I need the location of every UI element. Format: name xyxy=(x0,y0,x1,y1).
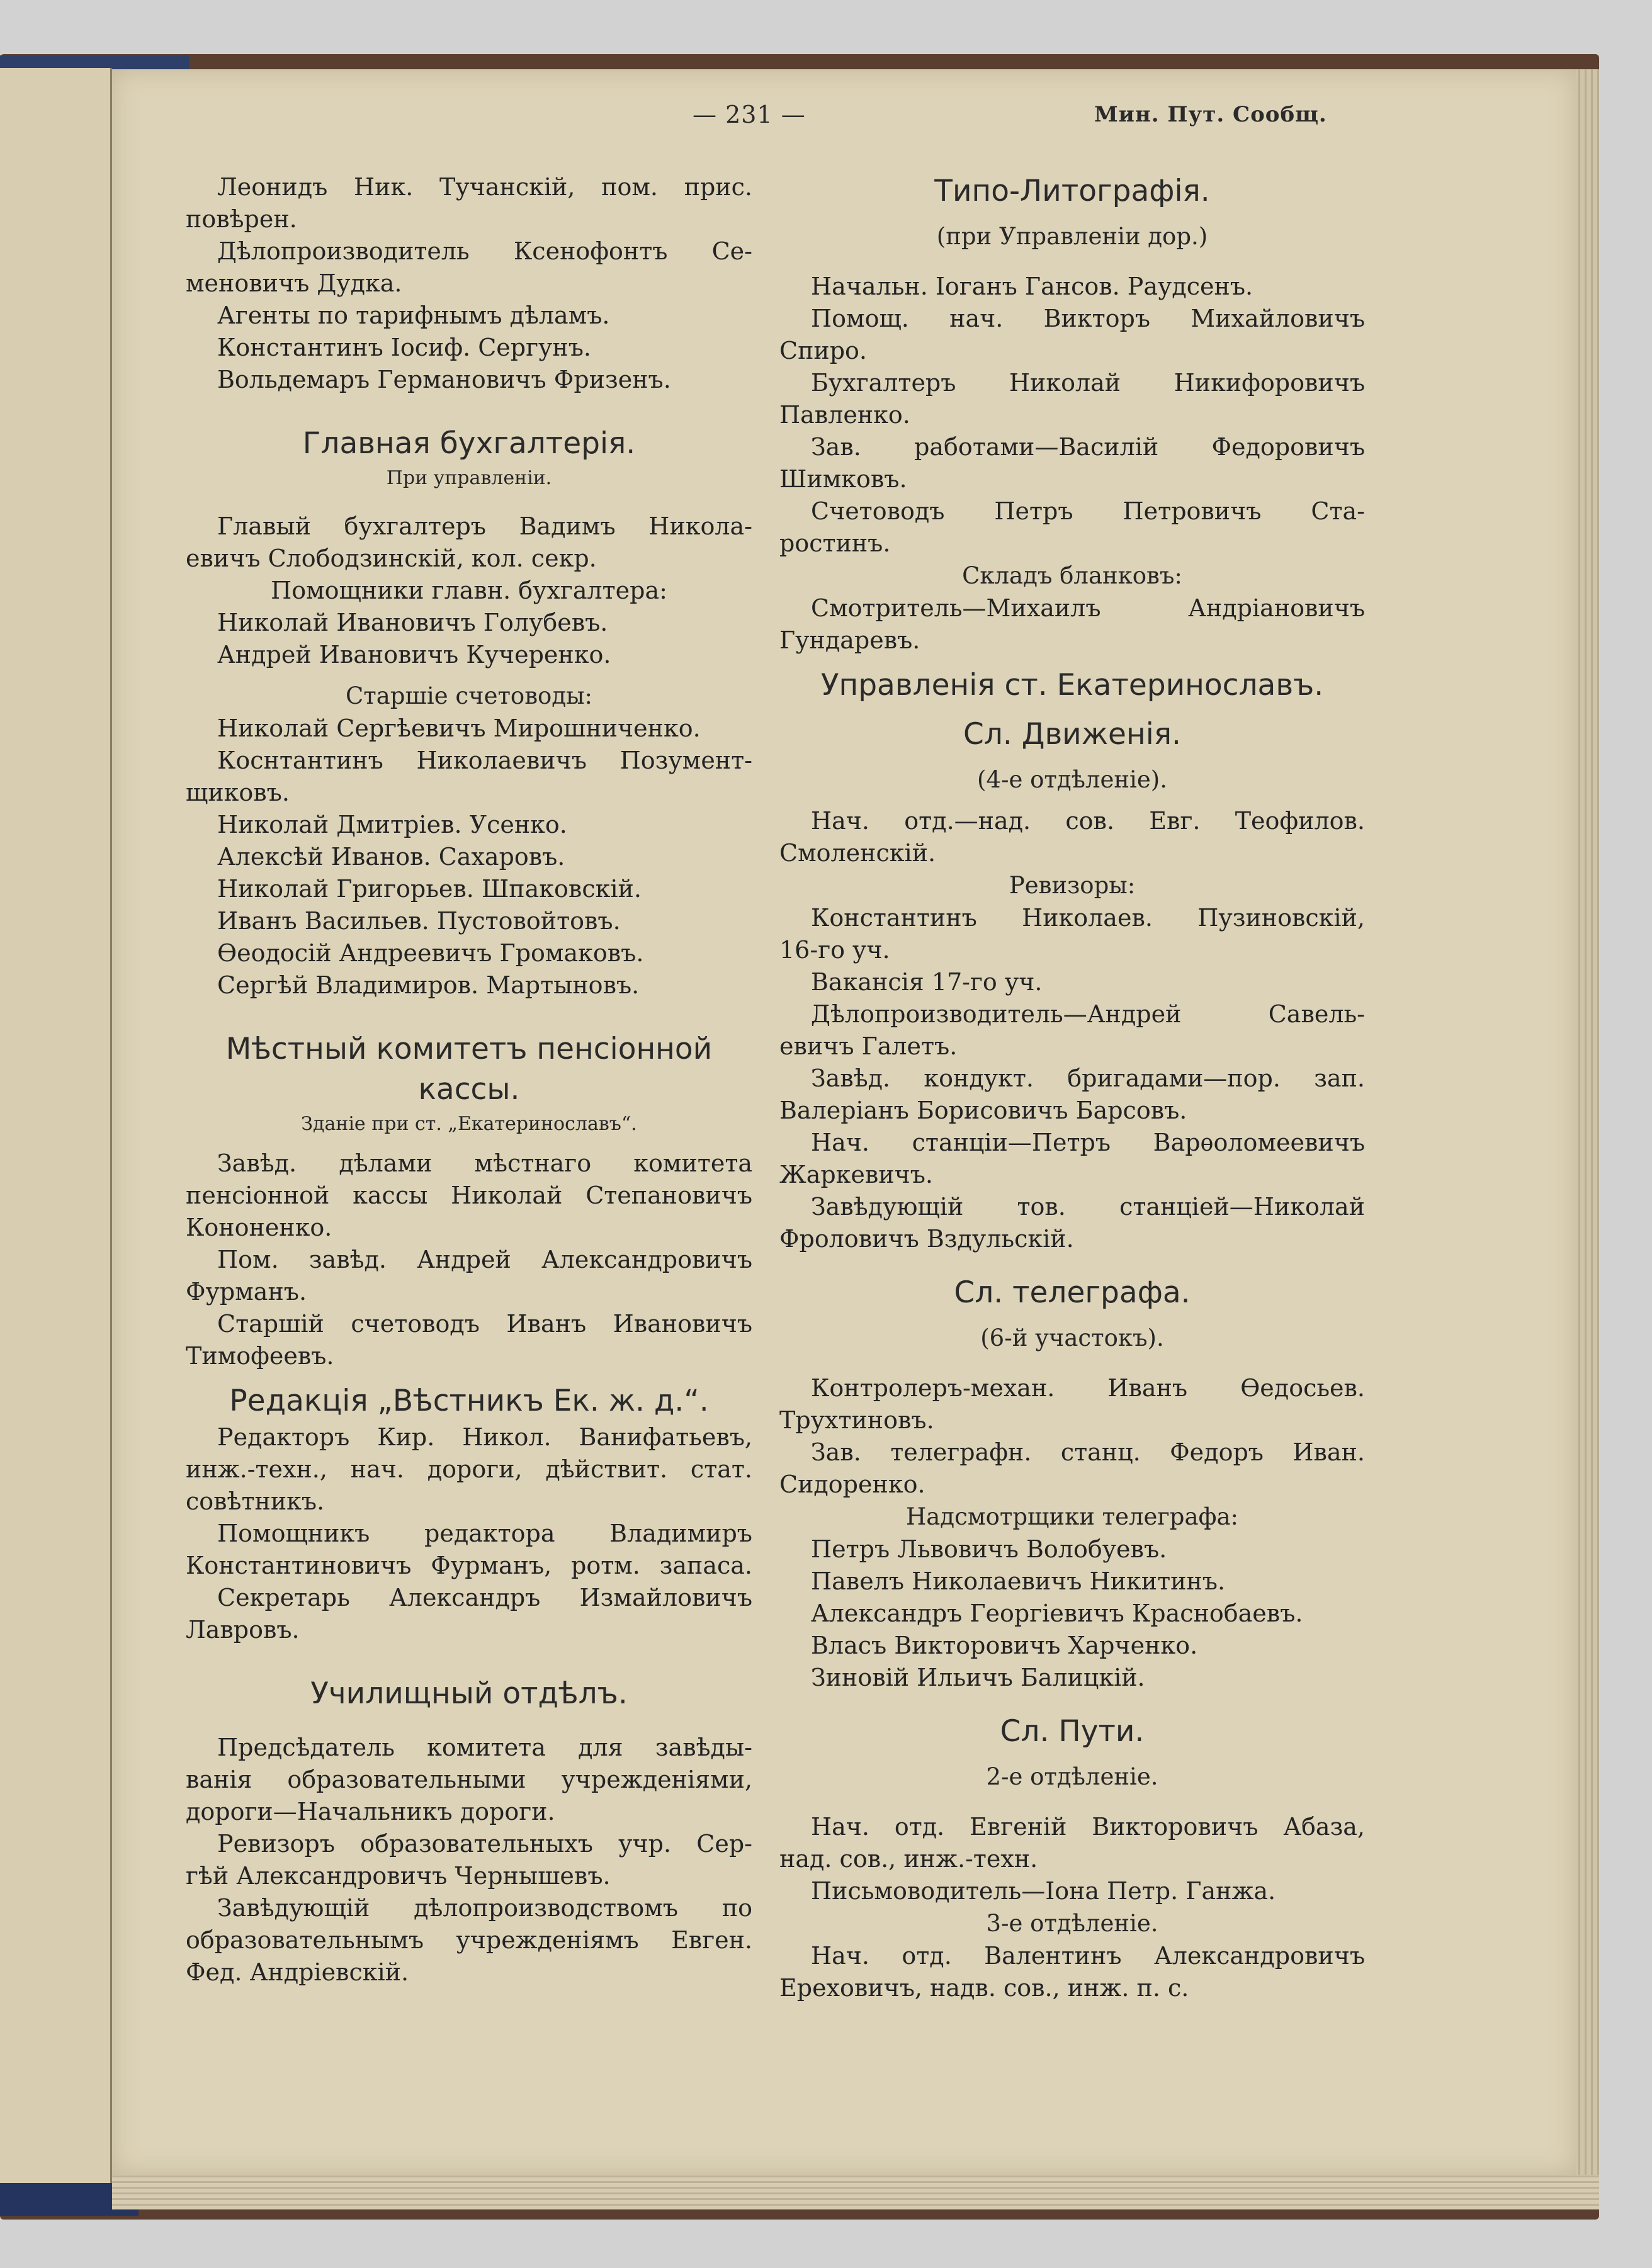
text-line: Секретарь Александръ Измайловичъ xyxy=(217,1584,752,1611)
text-line: Пом. завѣд. Андрей Александровичъ xyxy=(217,1246,752,1273)
text-line: Завѣдующій дѣлопроизводствомъ по xyxy=(217,1894,752,1922)
text-line: Завѣд. дѣлами мѣстнаго комитета xyxy=(217,1149,752,1177)
text-line: Помощникъ редактора Владимиръ xyxy=(217,1520,752,1547)
text-line: Нач. отд. Евгеній Викторовичъ Абаза, xyxy=(811,1813,1365,1841)
section-subheading: Надсмотрщики телеграфа: xyxy=(905,1503,1239,1530)
page-stack-bottom xyxy=(112,2175,1599,2209)
text-line: Лавровъ. xyxy=(186,1616,300,1644)
text-line: Николай Сергѣевичъ Мирошниченко. xyxy=(217,714,701,742)
text-line: Контролеръ-механ. Иванъ Ѳедосьев. xyxy=(811,1374,1365,1402)
section-heading-accounting: Главная бухгалтерія. xyxy=(302,426,636,461)
text-line: над. сов., инж.-техн. xyxy=(779,1845,1038,1873)
text-line: ростинъ. xyxy=(779,529,891,557)
text-line: Счетоводъ Петръ Петровичъ Ста- xyxy=(811,497,1365,525)
section-heading-school: Училищный отдѣлъ. xyxy=(310,1676,628,1711)
text-line: Сидоренко. xyxy=(779,1470,925,1498)
text-line: повѣрен. xyxy=(186,205,297,233)
text-line: Завѣдующій тов. станціей—Николай xyxy=(811,1193,1365,1221)
text-line: Власъ Викторовичъ Харченко. xyxy=(811,1632,1198,1659)
text-line: Тимофеевъ. xyxy=(186,1342,334,1370)
text-line: Начальн. Іоганъ Гансов. Раудсенъ. xyxy=(811,273,1253,300)
text-line: Иванъ Васильев. Пустовойтовъ. xyxy=(217,907,621,935)
section-heading-pension: Мѣстный комитетъ пенсіонной xyxy=(225,1032,713,1066)
left-column xyxy=(186,171,752,1989)
text-line: образовательнымъ учрежденіямъ Евген. xyxy=(186,1926,752,1954)
section-subheading: Ревизоры: xyxy=(1009,872,1136,899)
text-line: евичъ Галетъ. xyxy=(779,1032,958,1060)
section-subheading: (4-е отдѣленіе). xyxy=(977,766,1167,793)
text-line: меновичъ Дудка. xyxy=(186,269,402,297)
text-line: Жаркевичъ. xyxy=(779,1161,934,1188)
section-subheading: Старшіе счетоводы: xyxy=(345,682,593,709)
page-number: — 231 — xyxy=(693,101,806,128)
text-line: 16-го уч. xyxy=(779,936,890,964)
section-heading-telegraph: Сл. телеграфа. xyxy=(954,1275,1191,1310)
text-line: Коснтантинъ Николаевичъ Позумент- xyxy=(217,747,752,774)
text-line: Вакансія 17-го уч. xyxy=(811,968,1043,996)
text-line: совѣтникъ. xyxy=(186,1487,325,1515)
text-line: Павленко. xyxy=(779,401,910,429)
text-line: Бухгалтеръ Николай Никифоровичъ xyxy=(811,369,1365,397)
text-line: Помощники главн. бухгалтера: xyxy=(271,577,667,604)
text-line: Дѣлопроизводитель Ксенофонтъ Се- xyxy=(217,237,752,265)
text-line: Валеріанъ Борисовичъ Барсовъ. xyxy=(779,1097,1187,1124)
text-line: Фроловичъ Вздульскій. xyxy=(779,1225,1074,1253)
text-line: Завѣд. кондукт. бригадами—пор. зап. xyxy=(811,1064,1365,1092)
text-line: Алексѣй Иванов. Сахаровъ. xyxy=(217,843,565,871)
text-line: Николай Григорьев. Шпаковскій. xyxy=(217,875,642,903)
text-line: Сергѣй Владимиров. Мартыновъ. xyxy=(217,971,640,999)
section-subheading: Зданіе при ст. „Екатеринославъ“. xyxy=(301,1113,637,1135)
text-line: Павелъ Николаевичъ Никитинъ. xyxy=(811,1567,1226,1595)
text-line: Константинъ Іосиф. Сергунъ. xyxy=(217,334,591,361)
text-line: Константинъ Николаев. Пузиновскій, xyxy=(811,904,1365,932)
text-line: ванія образовательными учрежденіями, xyxy=(186,1766,752,1793)
section-subheading: При управленіи. xyxy=(386,467,552,489)
text-line: Ѳеодосій Андреевичъ Громаковъ. xyxy=(217,939,644,967)
text-line: Фурманъ. xyxy=(186,1278,307,1306)
section-subheading: Складъ бланковъ: xyxy=(962,562,1182,589)
text-line: Гундаревъ. xyxy=(779,626,920,654)
text-line: Главый бухгалтеръ Вадимъ Никола- xyxy=(217,512,752,540)
section-heading-pension-2: кассы. xyxy=(418,1072,520,1107)
text-line: Предсѣдатель комитета для завѣды- xyxy=(217,1734,752,1761)
text-line: инж.-техн., нач. дороги, дѣйствит. стат. xyxy=(186,1455,752,1483)
text-line: Фед. Андріевскій. xyxy=(186,1958,409,1986)
section-heading-herald: Редакція „Вѣстникъ Ек. ж. д.“. xyxy=(229,1384,709,1418)
text-line: Шимковъ. xyxy=(779,465,907,493)
text-line: Нач. отд.—над. сов. Евг. Теофилов. xyxy=(811,807,1365,835)
text-line: Леонидъ Ник. Тучанскій, пом. прис. xyxy=(217,173,752,201)
text-line: Ереховичъ, надв. сов., инж. п. с. xyxy=(779,1974,1189,2002)
text-line: Александръ Георгіевичъ Краснобаевъ. xyxy=(811,1599,1303,1627)
section-subheading: 2-е отдѣленіе. xyxy=(986,1763,1158,1790)
text-line: гѣй Александровичъ Чернышевъ. xyxy=(186,1862,611,1890)
text-line: Николай Ивановичъ Голубевъ. xyxy=(217,609,608,636)
text-line: Николай Дмитріев. Усенко. xyxy=(217,811,567,838)
text-line: Вольдемаръ Германовичъ Фризенъ. xyxy=(217,366,671,393)
section-heading-track: Сл. Пути. xyxy=(1000,1714,1145,1749)
text-line: Помощ. нач. Викторъ Михайловичъ xyxy=(811,305,1365,332)
text-line: Ревизоръ образовательныхъ учр. Сер- xyxy=(217,1830,752,1858)
section-heading-movement: Сл. Движенія. xyxy=(963,717,1181,752)
text-line: Трухтиновъ. xyxy=(779,1406,934,1434)
text-line: дороги—Начальникъ дороги. xyxy=(186,1798,555,1825)
text-line: Смоленскій. xyxy=(779,839,936,867)
text-line: Кононенко. xyxy=(186,1214,332,1241)
section-subheading: (6-й участокъ). xyxy=(980,1324,1164,1351)
text-line: Старшій счетоводъ Иванъ Ивановичъ xyxy=(217,1310,752,1338)
text-line: Дѣлопроизводитель—Андрей Савель- xyxy=(811,1000,1365,1028)
text-line: Зав. телеграфн. станц. Федоръ Иван. xyxy=(811,1438,1365,1466)
text-line: Смотритель—Михаилъ Андріановичъ xyxy=(811,594,1365,622)
text-line: Нач. отд. Валентинъ Александровичъ xyxy=(811,1942,1365,1970)
text-line: евичъ Слободзинскій, кол. секр. xyxy=(186,544,597,572)
text-line: Константиновичъ Фурманъ, ротм. запаса. xyxy=(186,1552,752,1579)
text-line: Спиро. xyxy=(779,337,868,364)
facing-page-edge xyxy=(0,68,112,2183)
text-line: Письмоводитель—Іона Петр. Ганжа. xyxy=(811,1877,1276,1905)
text-line: Редакторъ Кир. Никол. Ванифатьевъ, xyxy=(217,1423,752,1451)
section-heading-station: Управленія ст. Екатеринославъ. xyxy=(820,668,1324,702)
text-line: Нач. станціи—Петръ Варѳоломеевичъ xyxy=(811,1129,1365,1156)
text-line: Петръ Львовичъ Волобуевъ. xyxy=(811,1535,1167,1563)
section-subheading: 3-е отдѣленіе. xyxy=(986,1910,1158,1937)
text-line: пенсіонной кассы Николай Степановичъ xyxy=(186,1182,752,1209)
section-heading-printing: Типо-Литографія. xyxy=(934,174,1210,208)
section-subheading: (при Управленіи дор.) xyxy=(936,223,1208,250)
right-column xyxy=(779,171,1365,2004)
text-line: Зав. работами—Василій Федоровичъ xyxy=(811,433,1365,461)
running-head: Мин. Пут. Сообщ. xyxy=(1094,102,1327,127)
text-line: Агенты по тарифнымъ дѣламъ. xyxy=(217,302,610,329)
text-line: щиковъ. xyxy=(186,779,290,806)
text-line: Зиновій Ильичъ Балицкій. xyxy=(811,1664,1145,1691)
text-line: Андрей Ивановичъ Кучеренко. xyxy=(217,641,611,669)
